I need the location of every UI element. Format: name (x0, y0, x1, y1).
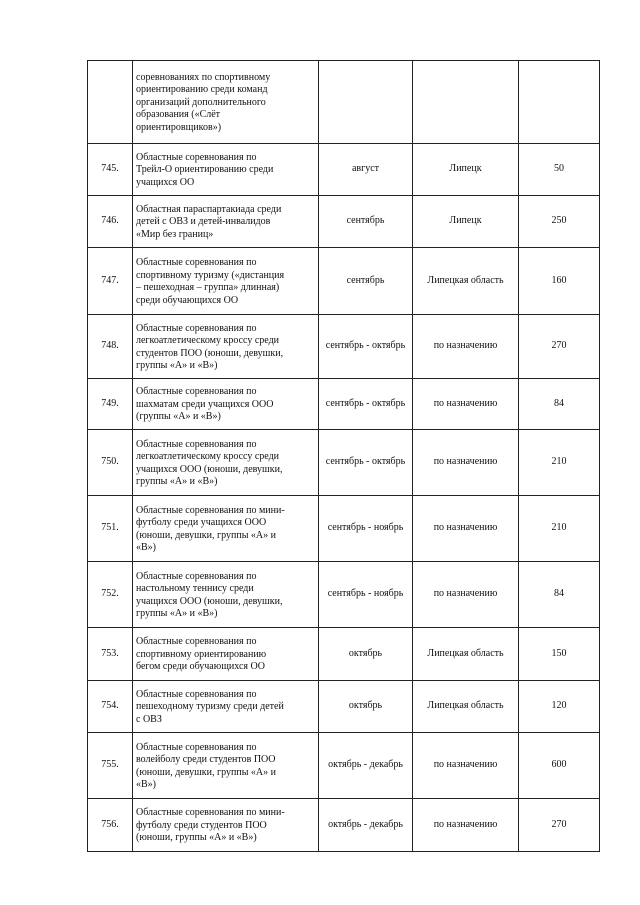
event-date: сентябрь (319, 248, 413, 315)
event-name-line: Областные соревнования по (136, 322, 257, 334)
table-row (88, 628, 600, 681)
participant-count: 270 (519, 315, 600, 379)
event-name-line: спортивному туризму («дистанция (136, 269, 285, 281)
event-name (133, 681, 319, 733)
row-number (88, 61, 133, 144)
event-name (133, 733, 319, 799)
event-name (133, 379, 319, 430)
event-name-line: ориентированию среди команд (136, 84, 268, 96)
participant-count: 210 (519, 496, 600, 562)
event-name-line: Областные соревнования по (136, 741, 257, 753)
event-name (133, 61, 319, 144)
event-date: август (319, 144, 413, 196)
event-name-line: с ОВЗ (136, 713, 162, 725)
row-number: 748. (88, 315, 133, 379)
participant-count: 270 (519, 799, 600, 852)
row-number: 752. (88, 562, 133, 628)
row-number: 754. (88, 681, 133, 733)
event-name-line: легкоатлетическому кроссу среди (136, 451, 280, 462)
event-name-line: Областные соревнования по (136, 151, 257, 163)
event-place: Липецкая область (413, 628, 519, 681)
row-number: 747. (88, 248, 133, 315)
event-place: Липецкая область (413, 681, 519, 733)
row-number: 745. (88, 144, 133, 196)
event-name-line: учащихся ОО (136, 176, 195, 188)
table-row (88, 315, 600, 379)
event-name-line: бегом среди обучающихся ОО (136, 661, 265, 673)
event-name-line: ориентировщиков») (136, 121, 222, 133)
row-number: 750. (88, 430, 133, 496)
table-row (88, 733, 600, 799)
event-name (133, 562, 319, 628)
event-place: по назначению (413, 430, 519, 496)
event-date (319, 61, 413, 144)
row-number: 749. (88, 379, 133, 430)
event-name (133, 248, 319, 315)
event-date: сентябрь - ноябрь (319, 496, 413, 562)
event-name-line: учащихся ООО (юноши, девушки, (136, 595, 283, 607)
event-name-line: легкоатлетическому кроссу среди (136, 335, 280, 346)
event-name-line: Областные соревнования по (136, 386, 257, 398)
event-name (133, 144, 319, 196)
event-date: сентябрь - ноябрь (319, 562, 413, 628)
table-row (88, 196, 600, 248)
event-name-line: Областные соревнования по мини- (136, 504, 285, 516)
event-name-line: Областные соревнования по (136, 570, 257, 582)
event-name-line: (юноши, группы «А» и «В») (136, 832, 257, 844)
table-row (88, 144, 600, 196)
event-name-line: настольному теннису среди (136, 583, 254, 594)
table-row (88, 430, 600, 496)
event-name-line: Областные соревнования по (136, 438, 257, 450)
event-date: октябрь (319, 681, 413, 733)
event-name (133, 196, 319, 248)
event-name (133, 799, 319, 852)
event-date: сентябрь (319, 196, 413, 248)
event-name-line: шахматам среди учащихся ООО (136, 398, 274, 410)
event-name-line: Областные соревнования по мини- (136, 807, 285, 819)
participant-count: 250 (519, 196, 600, 248)
event-place: по назначению (413, 799, 519, 852)
row-number: 753. (88, 628, 133, 681)
participant-count: 150 (519, 628, 600, 681)
event-name-line: образования («Слёт (136, 109, 221, 121)
event-name-line: – пешеходная – группа» длинная) (136, 282, 280, 293)
participant-count: 600 (519, 733, 600, 799)
event-name-line: (группы «А» и «В») (136, 411, 221, 423)
event-name-line: (юноши, девушки, группы «А» и (136, 766, 276, 778)
event-place: по назначению (413, 562, 519, 628)
table-row (88, 61, 600, 144)
events-table (87, 60, 600, 852)
row-number: 746. (88, 196, 133, 248)
event-name-line: Областные соревнования по (136, 636, 257, 648)
event-name-line: среди обучающихся ОО (136, 294, 239, 306)
row-number: 755. (88, 733, 133, 799)
row-number: 751. (88, 496, 133, 562)
event-name-line: Областные соревнования по (136, 257, 257, 268)
event-date: октябрь - декабрь (319, 799, 413, 852)
event-name-line: футболу среди студентов ПОО (136, 819, 267, 831)
event-name-line: футболу среди учащихся ООО (136, 517, 267, 528)
table-row (88, 379, 600, 430)
event-name-line: «В») (136, 542, 156, 553)
event-place: Липецкая область (413, 248, 519, 315)
event-name-line: группы «А» и «В») (136, 608, 218, 619)
table-row (88, 799, 600, 852)
event-place: по назначению (413, 733, 519, 799)
participant-count: 160 (519, 248, 600, 315)
table-row (88, 248, 600, 315)
event-name-line: спортивному ориентированию (136, 648, 267, 660)
event-name-line: соревнованиях по спортивному (136, 71, 271, 83)
event-name-line: группы «А» и «В») (136, 476, 218, 487)
event-place: по назначению (413, 496, 519, 562)
table-row (88, 496, 600, 562)
participant-count: 84 (519, 562, 600, 628)
table-row (88, 681, 600, 733)
event-name-line: (юноши, девушки, группы «А» и (136, 529, 276, 541)
participant-count: 120 (519, 681, 600, 733)
event-date: октябрь - декабрь (319, 733, 413, 799)
event-name-line: пешеходному туризму среди детей (136, 701, 284, 713)
events-table-body (88, 61, 600, 852)
event-place: Липецк (413, 144, 519, 196)
event-name (133, 315, 319, 379)
table-row (88, 562, 600, 628)
event-date: октябрь (319, 628, 413, 681)
event-name-line: детей с ОВЗ и детей-инвалидов (136, 216, 271, 228)
event-name (133, 496, 319, 562)
row-number: 756. (88, 799, 133, 852)
event-date: сентябрь - октябрь (319, 315, 413, 379)
event-name (133, 628, 319, 681)
event-place: по назначению (413, 315, 519, 379)
event-name-line: Трейл-О ориентированию среди (136, 164, 274, 176)
participant-count: 50 (519, 144, 600, 196)
event-name-line: «Мир без границ» (136, 228, 214, 240)
event-place (413, 61, 519, 144)
event-name-line: «В») (136, 779, 156, 790)
event-date: сентябрь - октябрь (319, 430, 413, 496)
event-name-line: Областные соревнования по (136, 688, 257, 700)
event-name-line: Областная параспартакиада среди (136, 203, 282, 215)
participant-count: 84 (519, 379, 600, 430)
event-name (133, 430, 319, 496)
event-place: по назначению (413, 379, 519, 430)
event-name-line: учащихся ООО (юноши, девушки, (136, 463, 283, 475)
event-name-line: группы «А» и «В») (136, 360, 218, 371)
event-date: сентябрь - октябрь (319, 379, 413, 430)
participant-count (519, 61, 600, 144)
event-place: Липецк (413, 196, 519, 248)
event-name-line: волейболу среди студентов ПОО (136, 754, 276, 765)
event-name-line: студентов ПОО (юноши, девушки, (136, 347, 284, 359)
participant-count: 210 (519, 430, 600, 496)
event-name-line: организаций дополнительного (136, 96, 266, 108)
